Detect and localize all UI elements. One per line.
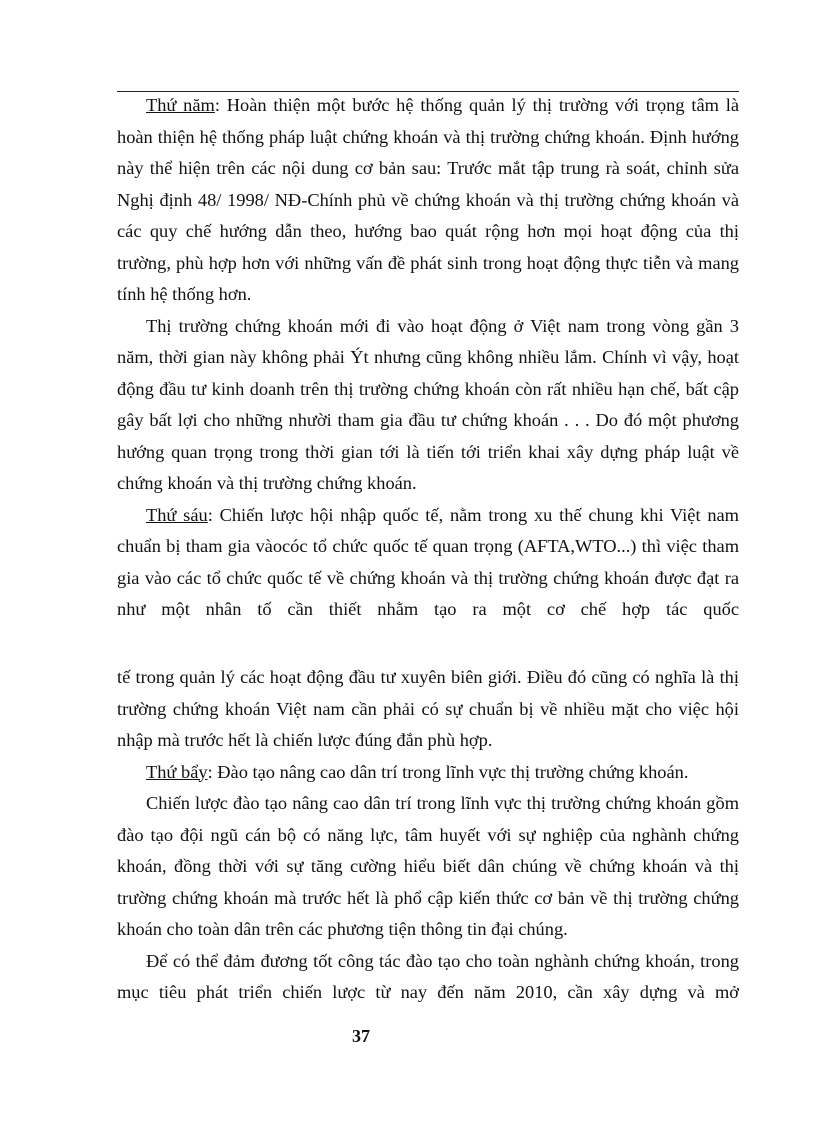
text-block-upper	[117, 90, 739, 626]
paragraph-dao-tao	[117, 946, 739, 1009]
heading-thu-sau: Thứ sáu	[146, 504, 208, 525]
paragraph-thu-nam	[117, 90, 739, 311]
paragraph-text: : Đào tạo nâng cao dân trí trong lĩnh vực thị trường chứng khoán.	[207, 761, 689, 782]
paragraph-continuation	[117, 662, 739, 757]
heading-thu-nam: Thứ năm	[146, 95, 215, 115]
paragraph-text: tế trong quản lý các hoạt động đầu tư xuyên biên giới. Điều đó cũng có nghĩa là thị trường chứng khoán Việt nam cần phải có sự chuẩn bị về nhiều mặt cho việc hội nhập mà trước hết là chiến lược đúng đắn phù hợp.	[117, 667, 739, 750]
paragraph-text: Để có thể đảm đương tốt công tác đào tạo cho toàn nghành chứng khoán, trong mục tiêu phát triển chiến lược từ nay đến năm 2010, cần xây dựng và mở	[117, 950, 739, 1002]
paragraph-text: : Hoàn thiện một bước hệ thống quản lý thị trường với trọng tâm là hoàn thiện hệ thống pháp luật chứng khoán và thị trường chứng khoán. Định hướng này thể hiện trên các nội dung cơ bản sau: Trước mắt tập trung rà soát, chỉnh sửa Nghị định 48/ 1998/ NĐ-Chính phủ về chứng khoán và thị trường chứng khoán và các quy chế hướng dẫn theo, hướng bao quát rộng hơn mọi hoạt động của thị trường, phù hợp hơn với những vấn đề phát sinh trong hoạt động thực tiễn và mang tính hệ thống hơn.	[117, 95, 739, 304]
paragraph-text: : Chiến lược hội nhập quốc tế, nằm trong xu thế chung khi Việt nam chuẩn bị tham gia vàocóc tổ chức quốc tế quan trọng (AFTA,WTO...) thì việc tham gia vào các tổ chức quốc tế về chứng khoán và thị trường chứng khoán được đạt ra như một nhân tố cần thiết nhằm tạo ra một cơ chế hợp tác quốc	[117, 504, 739, 619]
paragraph-thi-truong	[117, 311, 739, 500]
heading-thu-bay: Thứ bẩy	[146, 761, 208, 782]
paragraph-text: Chiến lược đào tạo nâng cao dân trí trong lĩnh vực thị trường chứng khoán gồm đào tạo đội ngũ cán bộ có năng lực, tâm huyết với sự nghiệp của nghành chứng khoán, đồng thời với sự tăng cường hiểu biết dân chúng về chứng khoán và thị trường chứng khoán mà trước hết là phổ cập kiến thức cơ bản về thị trường chứng khoán cho toàn dân trên các phương tiện thông tin đại chúng.	[117, 793, 739, 939]
paragraph-thu-bay	[117, 757, 739, 789]
paragraph-text: Thị trường chứng khoán mới đi vào hoạt động ở Việt nam trong vòng gần 3 năm, thời gian này không phải Ýt nhưng cũng không nhiều lắm. Chính vì vậy, hoạt động đầu tư kinh doanh trên thị trường chứng khoán còn rất nhiều hạn chế, bất cập gây bất lợi cho những nhười tham gia đầu tư chứng khoán . . . Do đó một phương hướng quan trọng trong thời gian tới là tiến tới triển khai xây dựng pháp luật về chứng khoán và thị trường chứng khoán.	[117, 315, 739, 493]
page-number: 37	[352, 1026, 370, 1046]
paragraph-thu-sau	[117, 500, 739, 626]
paragraph-chien-luoc	[117, 788, 739, 946]
text-block-lower	[117, 662, 739, 1009]
